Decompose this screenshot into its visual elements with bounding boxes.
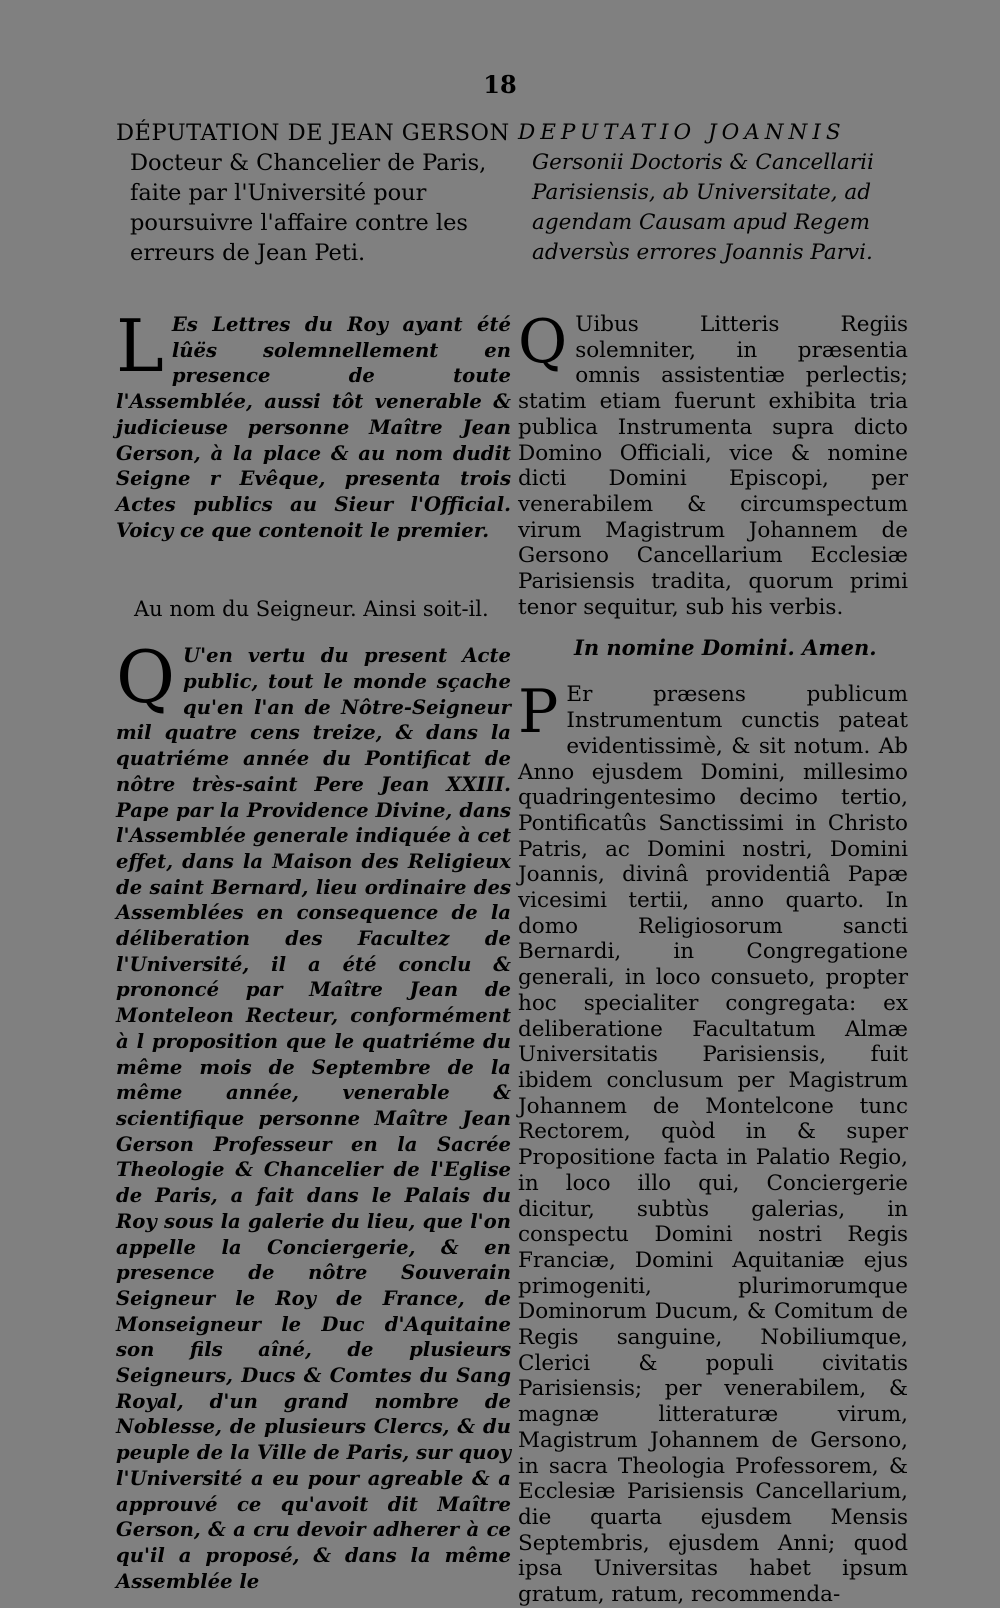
french-heading — [116, 118, 511, 268]
latin-heading — [518, 118, 908, 268]
french-heading-title: DÉPUTATION DE JEAN GERSON — [116, 120, 510, 146]
french-act-dropcap: Q — [116, 635, 176, 720]
latin-heading-subtitle: Gersonii Doctoris & Cancellarii Parisiensis, ab Universitate, ad agendam Causam apud Regem adversùs errores Joannis Parvi. — [532, 150, 874, 265]
latin-intro-text: Uibus Litteris Regiis solemniter, in præsentia omnis assistentiæ perlectis; statim etiam fuerunt exhibita tria publica Instrumenta supra dicto Domino Officiali, vice & nomine dicti Domini Episcopi, per venerabilem & circumspectum virum Magistrum Johannem de Gersono Cancellarium Ecclesiæ Parisiensis tradita, quorum primi tenor sequitur, sub his verbis. — [518, 312, 908, 620]
right-column-latin — [518, 118, 908, 1608]
french-act-text: U'en vertu du present Acte public, tout le monde sçache qu'en l'an de Nôtre-Seigneur mil quatre cens treize, & dans la quatriéme année du Pontificat de nôtre très-saint Pere Jean XXIII. Pape par la Providence Divine, dans l'Assemblée generale indiquée à cet effet, dans la Maison des Religieux de saint Bernard, lieu ordinaire des Assemblées en consequence de la déliberation des Facultez de l'Université, il a été conclu & prononcé par Maître Jean de Monteleon Recteur, conformément à l proposition que le quatriéme du même mois de Septembre de la même année, venerable & scientifique personne Maître Jean Gerson Professeur en la Sacrée Theologie & Chancelier de l'Eglise de Paris, a fait dans le Palais du Roy sous la galerie du lieu, que l'on appelle la Conciergerie, & en presence de nôtre Souverain Seigneur le Roy de France, de Monseigneur le Duc d'Aquitaine son fils aîné, de plusieurs Seigneurs, Ducs & Comtes du Sang Royal, d'un grand nombre de Noblesse, de plusieurs Clercs, & du peuple de la Ville de Paris, sur quoy l'Université a eu pour agreable & a approuvé ce qu'avoit dit Maître Gerson, & a cru devoir adherer à ce qu'il a proposé, & dans la même Assemblée le — [116, 644, 511, 1593]
latin-heading-title: DEPUTATIO JOANNIS — [518, 120, 846, 145]
french-intro-paragraph — [116, 304, 511, 543]
latin-act-paragraph — [518, 677, 908, 1608]
latin-intro-paragraph — [518, 307, 908, 620]
french-intro-dropcap: L — [116, 304, 164, 388]
page-number: 18 — [483, 70, 517, 99]
latin-intro-dropcap: Q — [518, 307, 568, 377]
french-act-paragraph — [116, 635, 511, 1594]
french-invocation: Au nom du Seigneur. Ainsi soit-il. — [134, 597, 489, 622]
french-heading-subtitle: Docteur & Chancelier de Paris, faite par l'Université pour poursuivre l'affaire contre les erreurs de Jean Peti. — [130, 150, 487, 266]
left-column-french — [116, 118, 511, 1594]
french-intro-text: Es Lettres du Roy ayant été lûës solemnellement en presence de toute l'Assemblée, aussi tôt venerable & judicieuse personne Maître Jean Gerson, à la place & au nom dudit Seigne r Evêque, presenta trois Actes publics au Sieur l'Official. Voicy ce que contenoit le premier. — [116, 313, 511, 542]
latin-act-dropcap: P — [518, 677, 559, 748]
latin-invocation: In nomine Domini. Amen. — [574, 635, 877, 661]
latin-act-text: Er præsens publicum Instrumentum cunctis pateat evidentissimè, & sit notum. Ab Anno ejusdem Domini, millesimo quadringentesimo decimo tertio, Pontificatûs Sanctissimi in Christo Patris, ac Domini nostri, Domini Joannis, divinâ providentiâ Papæ vicesimi tertii, anno quarto. In domo Religiosorum sancti Bernardi, in Congregatione generali, in loco consueto, propter hoc specialiter congregata: ex deliberatione Facultatum Almæ Universitatis Parisiensis, fuit ibidem conclusum per Magistrum Johannem de Montelcone tunc Rectorem, quòd in & super Propositione facta in Palatio Regio, in loco illo qui, Conciergerie dicitur, subtùs galerias, in conspectu Domini nostri Regis Franciæ, Domini Aquitaniæ ejus primogeniti, plurimorumque Dominorum Ducum, & Comitum de Regis sanguine, Nobiliumque, Clerici & populi civitatis Parisiensis; per venerabilem, & magnæ litteraturæ virum, Magistrum Johannem de Gersono, in sacra Theologia Professorem, & Ecclesiæ Parisiensis Cancellarium, die quarta ejusdem Mensis Septembris, ejusdem Anni; quod ipsa Universitas habet ipsum gratum, ratum, recommenda- — [518, 682, 908, 1608]
